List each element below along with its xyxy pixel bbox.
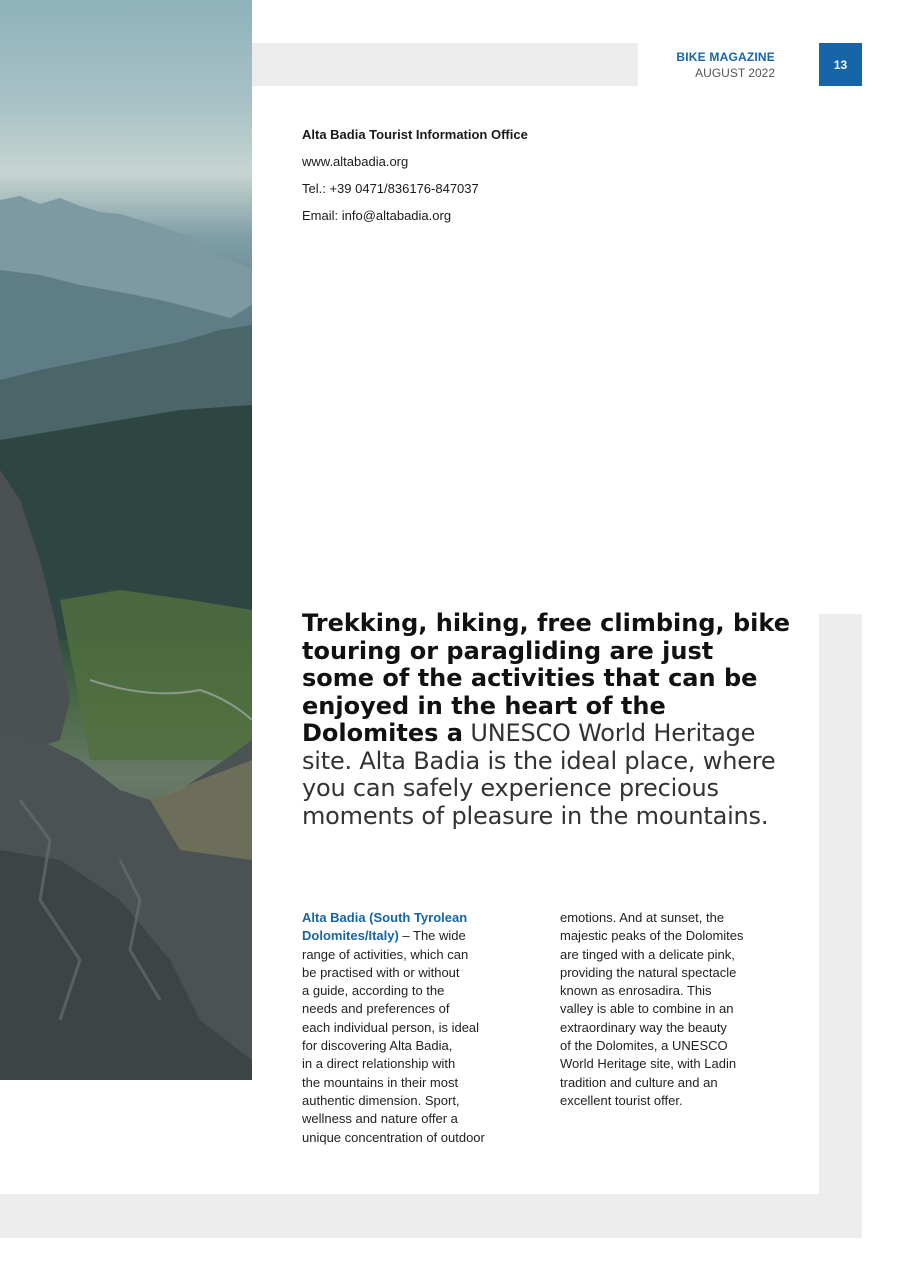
header-band bbox=[252, 43, 638, 86]
mountain-photo bbox=[0, 0, 252, 1080]
magazine-name: BIKE MAGAZINE bbox=[676, 50, 775, 64]
bottom-band bbox=[0, 1194, 862, 1238]
body-column-2: emotions. And at sunset, the majestic peaks of the Dolomites are tinged with a delicate pink, providing the natural spectacle known as enrosadira. This valley is able to combine in an extraordinary way the beauty of the Dolomites, a UNESCO World Heritage site, with Ladin tradition and culture and an excellent tourist offer. bbox=[560, 910, 744, 1108]
body-column-1-text: – The wide range of activities, which can be practised with or without a guide, according to the needs and preferences of each individual person, is ideal for discovering Alta Badia, in a direct relationship with the mountains in their most authentic dimension. Sport, wellness and nature offer a unique concentration of outdoor bbox=[302, 928, 485, 1145]
headline-light: UNESCO World Heritage site. Alta Badia is the ideal place, where you can safely experience precious moments of pleasure in the mountains. bbox=[302, 719, 776, 830]
headline-bold: Trekking, hiking, free climbing, bike touring or paragliding are just some of the activities that can be enjoyed in the heart of the Dolomites a bbox=[302, 609, 790, 747]
email-link[interactable]: Email: info@altabadia.org bbox=[302, 208, 452, 223]
body-column-1 bbox=[302, 909, 524, 1147]
mountain-illustration bbox=[0, 0, 252, 1080]
contact-block bbox=[302, 126, 528, 234]
website-link[interactable]: www.altabadia.org bbox=[302, 154, 409, 169]
page-number: 13 bbox=[819, 43, 862, 86]
issue-date: AUGUST 2022 bbox=[695, 66, 775, 80]
office-name: Alta Badia Tourist Information Office bbox=[302, 127, 528, 142]
phone-number: Tel.: +39 0471/836176-847037 bbox=[302, 181, 479, 196]
body-lead: Alta Badia (South Tyrolean Dolomites/Italy) bbox=[302, 910, 468, 944]
headline bbox=[302, 610, 792, 830]
side-band bbox=[819, 614, 862, 1238]
